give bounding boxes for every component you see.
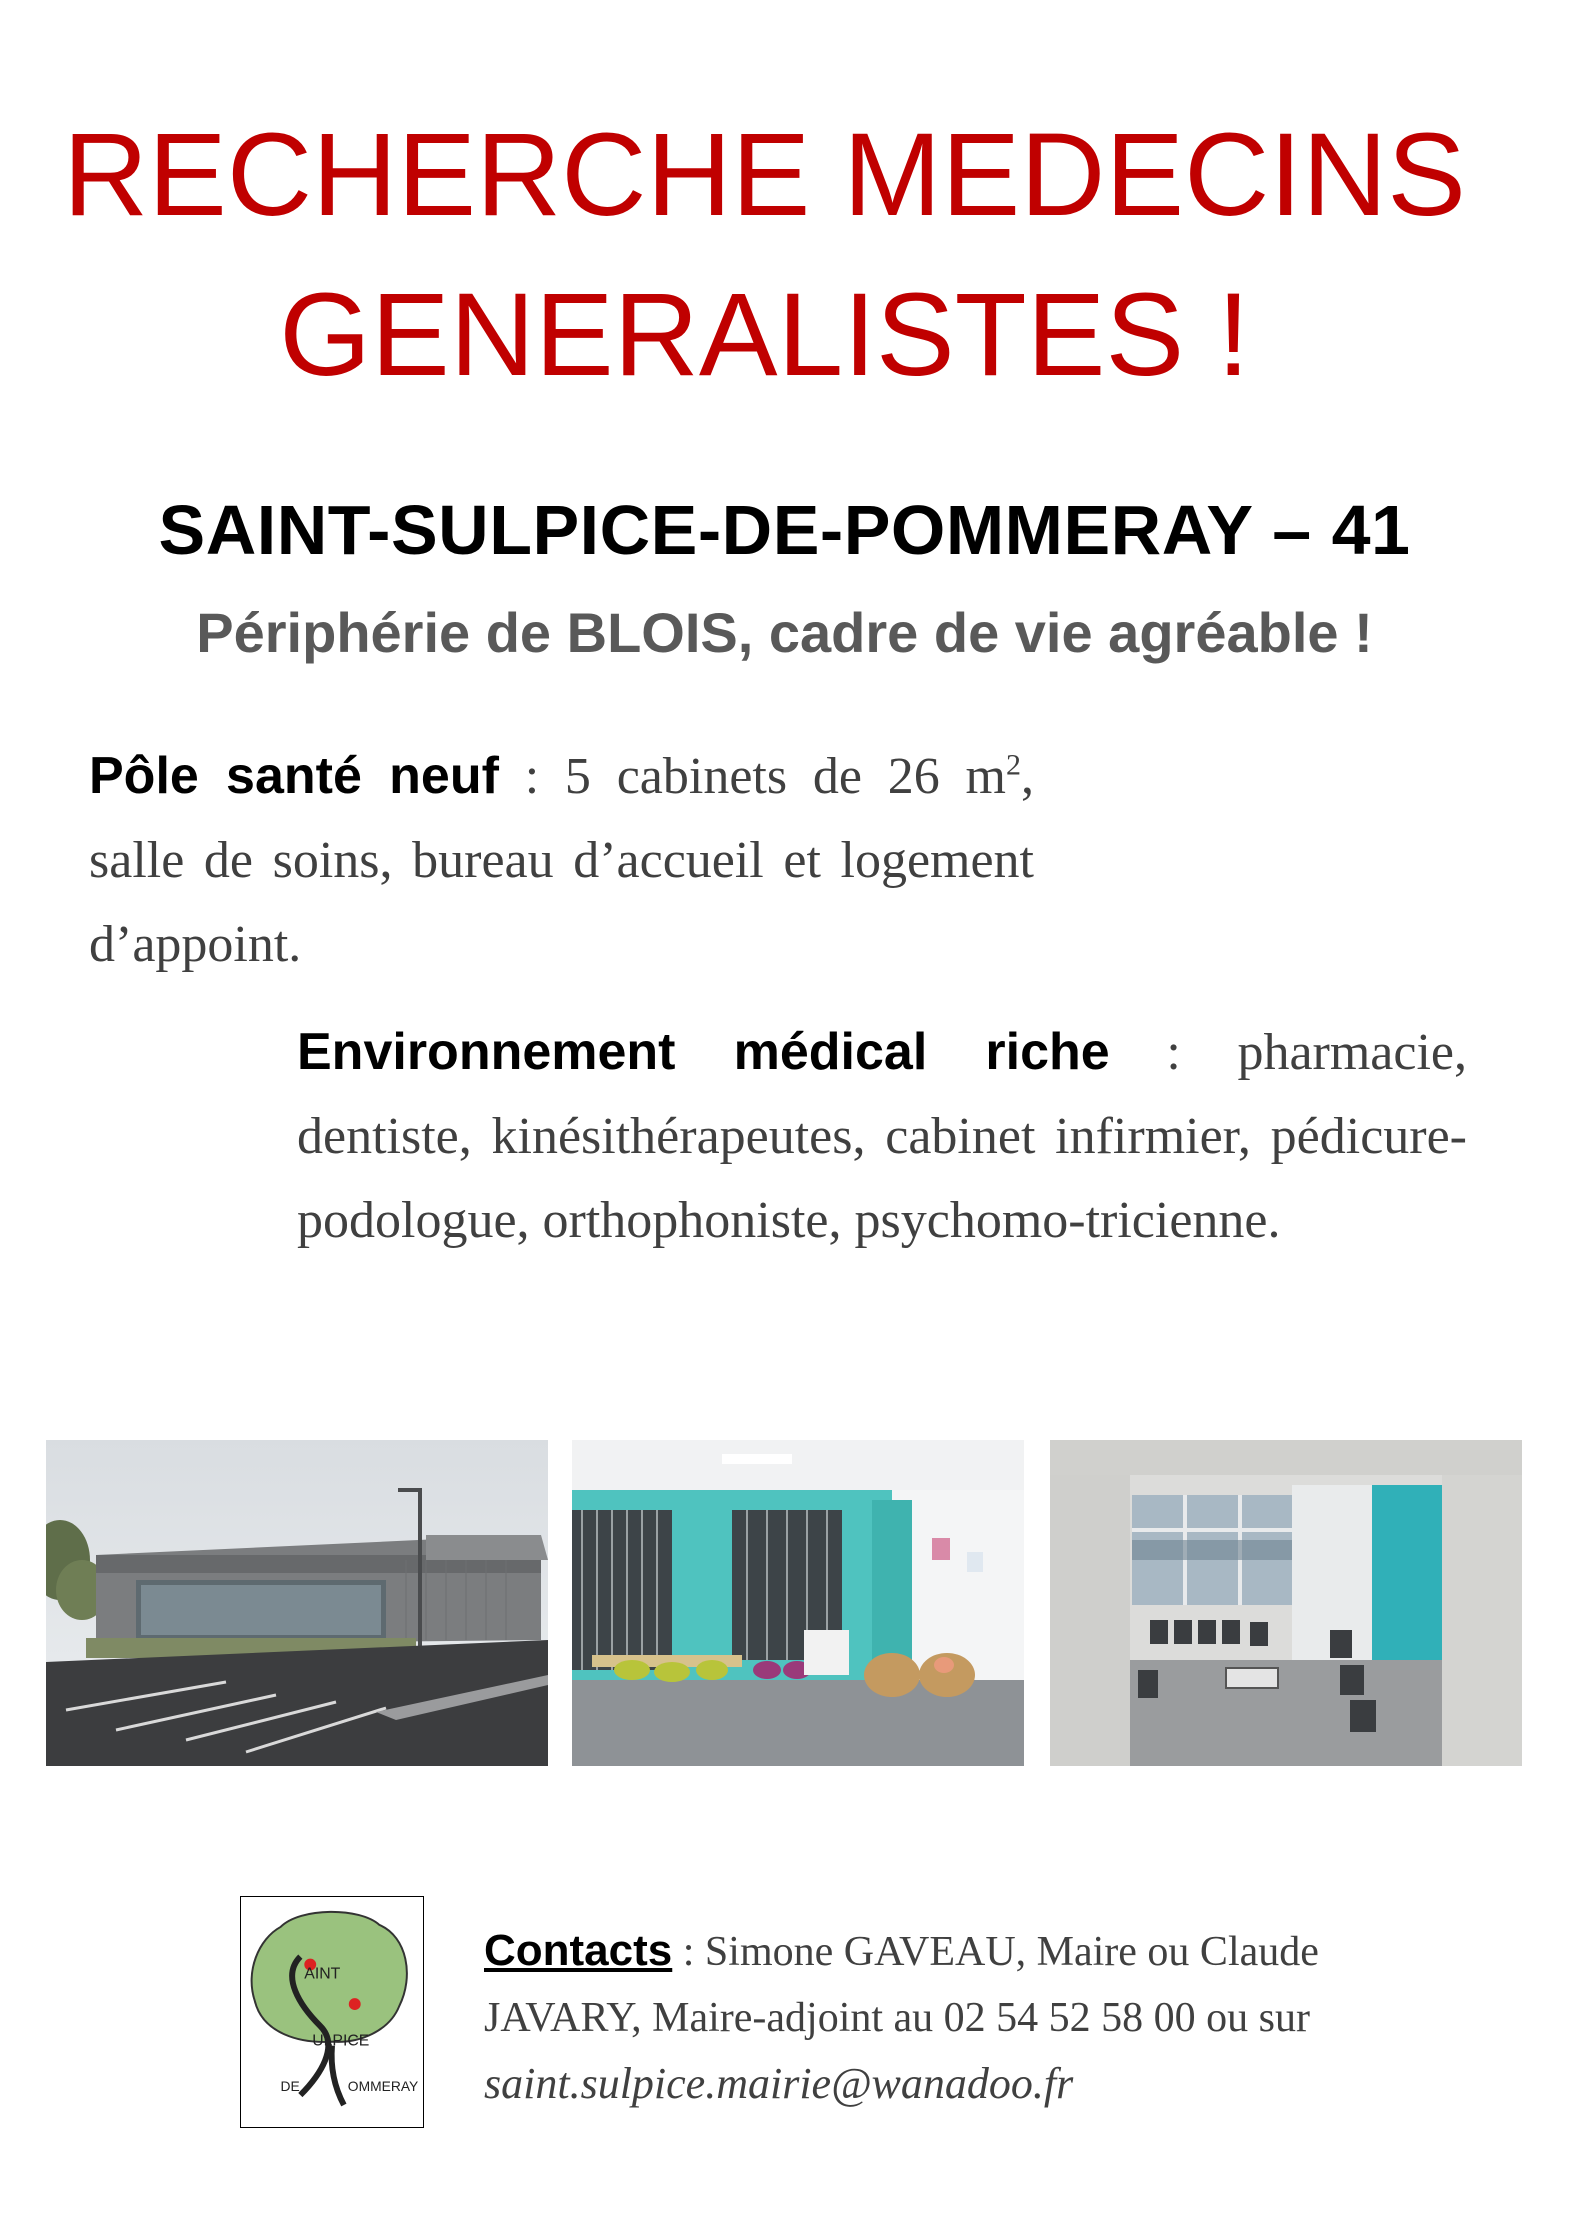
pole-sante-superscript: 2 xyxy=(1006,748,1021,782)
tagline: Périphérie de BLOIS, cadre de vie agréable ! xyxy=(196,601,1373,664)
pole-sante-text-1: : 5 cabinets de 26 m xyxy=(498,748,1006,805)
town-logo xyxy=(240,1896,424,2128)
environment-paragraph xyxy=(297,1010,1467,1263)
contact-email-link[interactable]: saint.sulpice.mairie@wanadoo.fr xyxy=(484,2059,1074,2108)
office-interior-photo xyxy=(572,1440,1024,1766)
pole-sante-text-2: , salle de soins, bureau d’accueil et logement d’appoint. xyxy=(89,748,1034,973)
waiting-room-photo xyxy=(1050,1440,1522,1766)
svg-text:DE: DE xyxy=(280,2078,300,2095)
svg-text:ULPICE: ULPICE xyxy=(312,2032,370,2050)
svg-text:OMMERAY: OMMERAY xyxy=(347,2078,419,2095)
environment-text: : pharmacie, dentiste, kinésithérapeutes, cabinet infirmier, pédicure-podologue, orthophoniste, psychomo-tricienne. xyxy=(297,1024,1467,1249)
pole-sante-lead: Pôle santé neuf xyxy=(89,747,499,805)
contacts-block xyxy=(484,1918,1364,2118)
environment-lead: Environnement médical riche xyxy=(297,1023,1110,1081)
location-heading: SAINT-SULPICE-DE-POMMERAY – 41 xyxy=(158,491,1411,569)
contacts-text: : Simone GAVEAU, Maire ou Claude JAVARY, Maire-adjoint au 02 54 52 58 00 ou sur xyxy=(484,1929,1319,2041)
pole-sante-paragraph xyxy=(89,734,1034,987)
page-title-line-2: GENERALISTES ! xyxy=(279,269,1250,401)
building-exterior-photo xyxy=(46,1440,548,1766)
page-title-line-1: RECHERCHE MEDECINS xyxy=(62,109,1467,241)
contacts-lead: Contacts xyxy=(484,1926,673,1975)
svg-text:AINT: AINT xyxy=(304,1965,341,1983)
